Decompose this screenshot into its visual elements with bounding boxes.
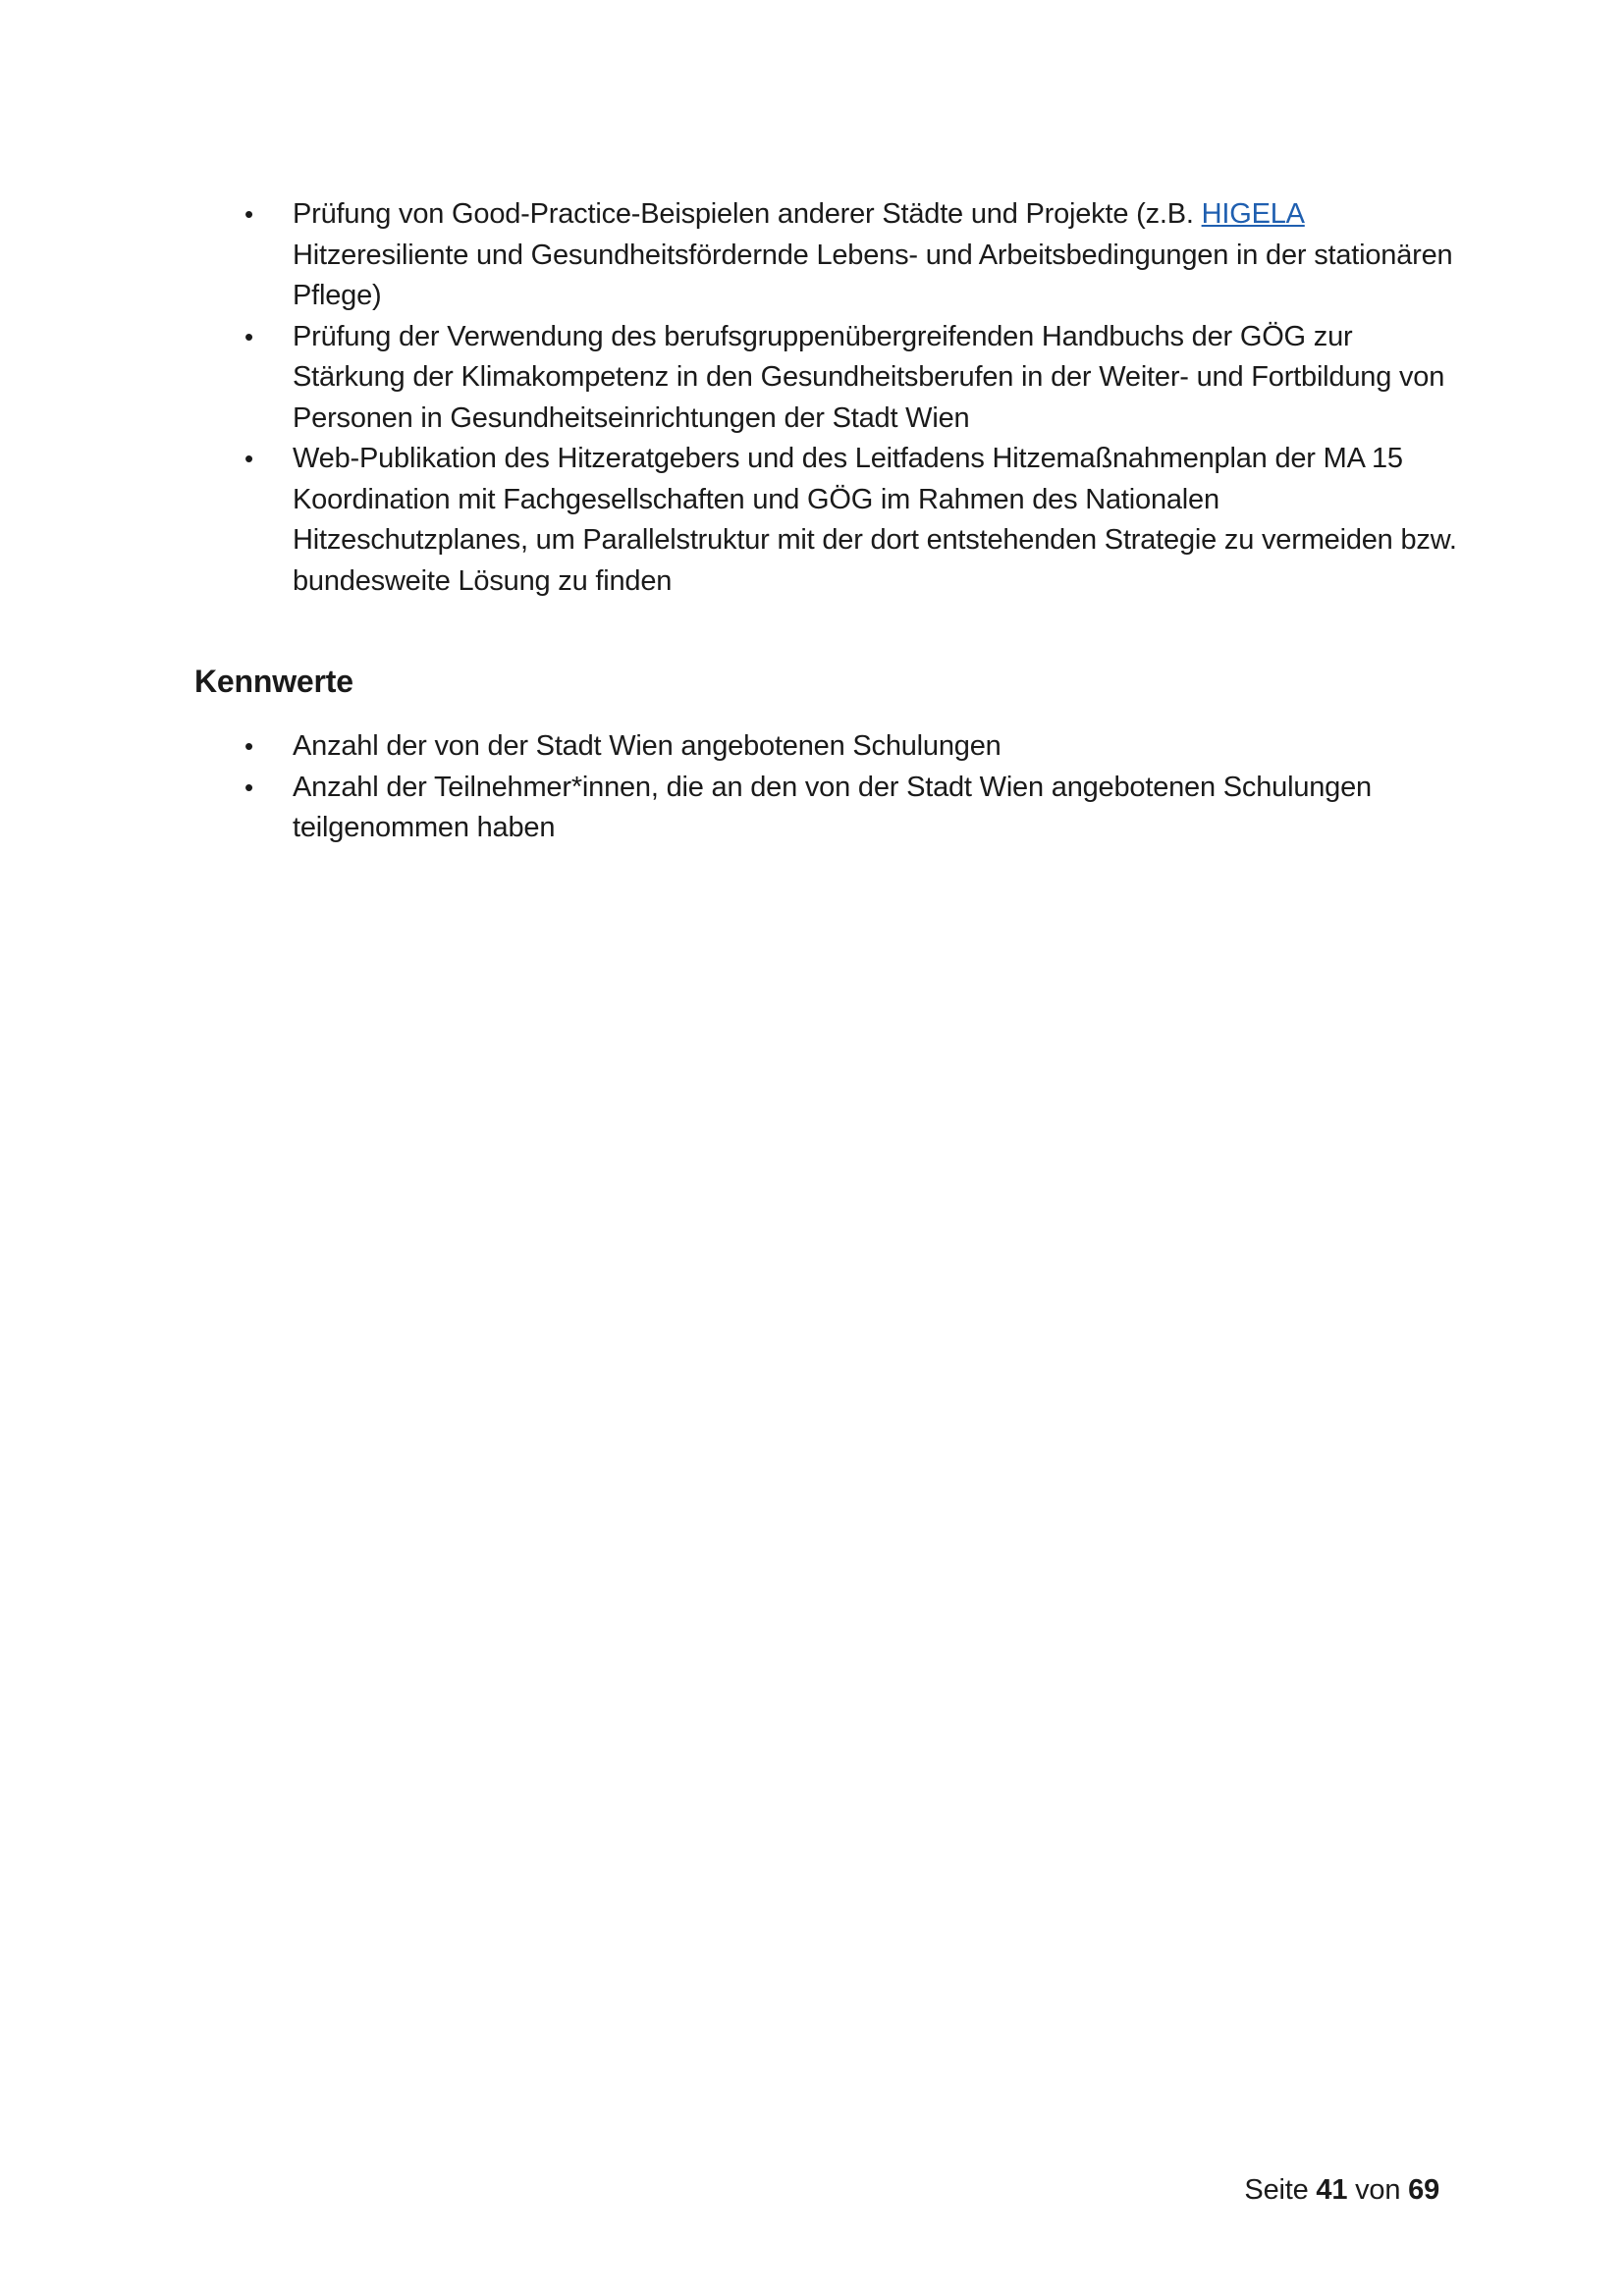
footer-total-pages: 69 (1408, 2174, 1439, 2206)
kennwerte-heading: Kennwerte (194, 664, 353, 699)
list-item (242, 439, 1459, 602)
higela-link[interactable]: HIGELA (1201, 198, 1305, 230)
bullet-icon: • (244, 444, 253, 473)
kennwerte-bullet-list (242, 726, 1459, 849)
footer-separator: von (1355, 2174, 1401, 2206)
footer-current-page: 41 (1316, 2174, 1348, 2206)
list-item-text: Prüfung der Verwendung des berufsgruppenübergreifenden Handbuchs der GÖG zur Stärkung der Klimakompetenz in den Gesundheitsberufen in der Weiter- und Fortbildung von Personen in Gesundheitseinrichtungen der Stadt Wien (293, 320, 1445, 434)
measures-bullet-list (242, 194, 1459, 602)
footer-prefix: Seite (1244, 2174, 1309, 2206)
list-item (242, 726, 1459, 768)
bullet-icon: • (244, 321, 253, 351)
list-item-text: Anzahl der von der Stadt Wien angebotenen Schulungen (293, 730, 1001, 762)
list-item-text: Web-Publikation des Hitzeratgebers und des Leitfadens Hitzemaßnahmenplan der MA 15 Koordination mit Fachgesellschaften und GÖG im Rahmen des Nationalen Hitzeschutzplanes, um Parallelstruktur mit der dort entstehenden Strategie zu vermeiden bzw. bundesweite Lösung zu finden (293, 443, 1457, 597)
list-item-text-before-link: Prüfung von Good-Practice-Beispielen anderer Städte und Projekte (z.B. (293, 198, 1202, 230)
list-item (242, 768, 1459, 849)
list-item-text: Anzahl der Teilnehmer*innen, die an den von der Stadt Wien angebotenen Schulungen teilgenommen haben (293, 771, 1372, 843)
list-item (242, 194, 1459, 317)
list-item (242, 317, 1459, 440)
page-number-footer (1244, 2172, 1439, 2208)
bullet-icon: • (244, 199, 253, 229)
bullet-icon: • (244, 731, 253, 761)
bullet-icon: • (244, 772, 253, 802)
list-item-text-after-link: Hitzeresiliente und Gesundheitsfördernde Lebens- und Arbeitsbedingungen in der stationären Pflege) (293, 239, 1453, 311)
